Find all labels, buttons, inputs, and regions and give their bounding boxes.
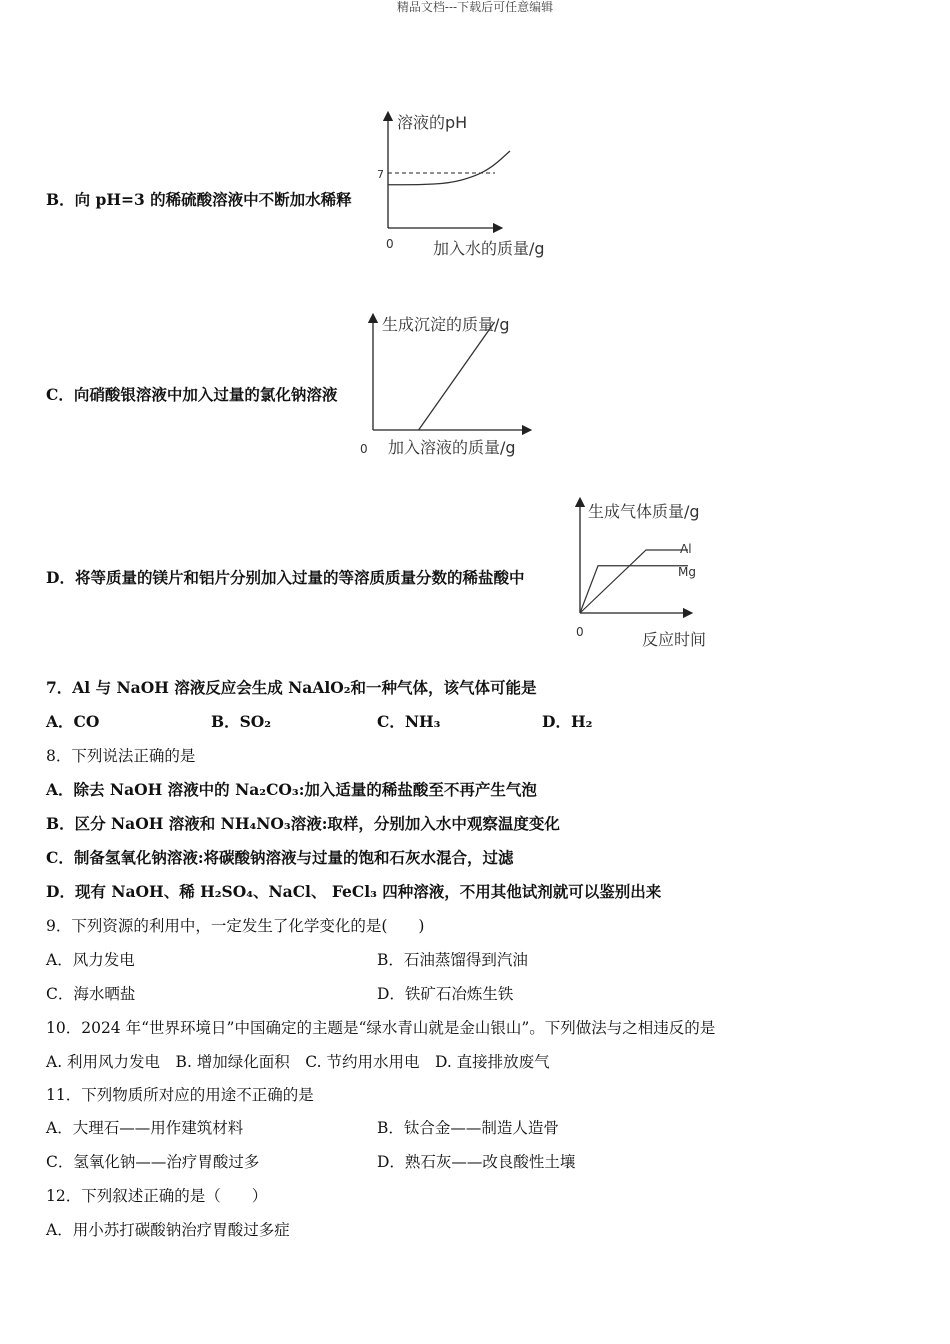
chart-d-ylabel: 生成气体质量/g	[588, 502, 700, 521]
chart-d-series-mg	[580, 566, 688, 613]
page-header-note: 精品文档---下载后可任意编辑	[396, 0, 554, 14]
q10-stem: 10．2024 年“世界环境日”中国确定的主题是“绿水青山就是金山银山”。下列做法与之相违反的是	[46, 1019, 716, 1037]
chart-d-series-al	[580, 550, 688, 613]
chart-b-ylabel: 溶液的pH	[397, 113, 468, 132]
q9-option-b: B．石油蒸馏得到汽油	[377, 951, 528, 969]
chart-c-ylabel: 生成沉淀的质量/g	[382, 315, 510, 334]
chart-b-xlabel: 加入水的质量/g	[433, 239, 545, 258]
chart-d-legend-al: Al	[680, 542, 692, 556]
q7-option-c: C．NH₃	[377, 712, 441, 731]
q11-stem: 11．下列物质所对应的用途不正确的是	[46, 1086, 314, 1104]
q11-option-b: B．钛合金——制造人造骨	[377, 1119, 559, 1137]
chart-b-curve	[388, 151, 510, 185]
q9-stem: 9．下列资源的利用中，一定发生了化学变化的是( )	[46, 917, 425, 935]
q11-option-a: A．大理石——用作建筑材料	[46, 1119, 244, 1137]
q7-option-d: D．H₂	[542, 712, 593, 731]
q8-option-a: A．除去 NaOH 溶液中的 Na₂CO₃:加入适量的稀盐酸至不再产生气泡	[46, 780, 537, 799]
q11-option-d: D．熟石灰——改良酸性土壤	[377, 1153, 576, 1171]
q7-option-a: A．CO	[46, 712, 100, 731]
chart-c-line	[419, 322, 495, 430]
q8-option-b: B．区分 NaOH 溶液和 NH₄NO₃溶液:取样，分别加入水中观察温度变化	[46, 814, 560, 833]
q12-stem: 12．下列叙述正确的是（ ）	[46, 1187, 268, 1205]
chart-c-xlabel: 加入溶液的质量/g	[388, 438, 516, 457]
chart-b-ytick: 7	[377, 168, 384, 181]
chart-d-origin: 0	[576, 625, 584, 639]
q11-option-c: C．氢氧化钠——治疗胃酸过多	[46, 1153, 260, 1171]
option-c-text: C．向硝酸银溶液中加入过量的氯化钠溶液	[46, 385, 338, 404]
q9-option-c: C．海水晒盐	[46, 985, 136, 1003]
q9-option-a: A．风力发电	[46, 951, 135, 969]
q7-stem: 7．Al 与 NaOH 溶液反应会生成 NaAlO₂和一种气体，该气体可能是	[46, 678, 537, 697]
option-d-text: D．将等质量的镁片和铝片分别加入过量的等溶质质量分数的稀盐酸中	[46, 568, 525, 587]
chart-d	[570, 498, 740, 658]
chart-d-legend-mg: Mg	[678, 565, 696, 579]
option-b-text: B．向 pH=3 的稀硫酸溶液中不断加水稀释	[46, 190, 352, 209]
chart-c	[355, 312, 555, 472]
chart-b	[370, 108, 570, 268]
q7-option-b: B．SO₂	[211, 712, 272, 731]
q8-stem: 8．下列说法正确的是	[46, 747, 196, 765]
chart-b-origin: 0	[386, 237, 394, 251]
q8-option-d: D．现有 NaOH、稀 H₂SO₄、NaCl、 FeCl₃ 四种溶液，不用其他试剂就可以鉴别出来	[46, 882, 662, 901]
q12-option-a: A．用小苏打碳酸钠治疗胃酸过多症	[46, 1221, 290, 1239]
q8-option-c: C．制备氢氧化钠溶液:将碳酸钠溶液与过量的饱和石灰水混合，过滤	[46, 848, 514, 867]
q10-options: A. 利用风力发电 B. 增加绿化面积 C. 节约用水用电 D. 直接排放废气	[46, 1053, 550, 1071]
q9-option-d: D．铁矿石冶炼生铁	[377, 985, 514, 1003]
chart-c-origin: 0	[360, 442, 368, 456]
chart-d-xlabel: 反应时间	[642, 630, 707, 649]
